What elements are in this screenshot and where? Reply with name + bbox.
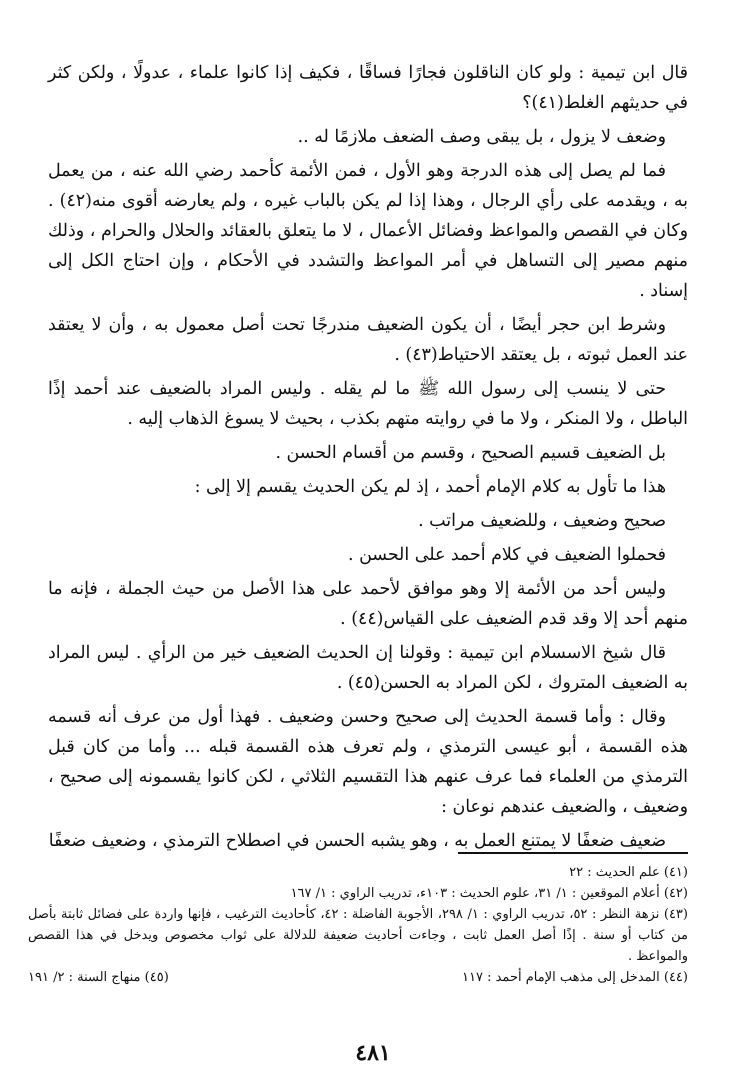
paragraph: وشرط ابن حجر أيضًا ، أن يكون الضعيف مندرجًا تحت أصل معمول به ، وأن لا يعتقد عند العمل ثبوته ، بل يعتقد الاحتياط(٤٣) . [48, 315, 688, 365]
footnote-45: (٤٥) منهاج السنة : ٢/ ١٩١ [28, 970, 169, 985]
footnote-divider [458, 852, 688, 854]
footnotes [28, 862, 688, 988]
paragraph: وقال : وأما قسمة الحديث إلى صحيح وحسن وضعيف . فهذا أول من عرف أنه قسمه هذه القسمة ، أبو عيسى الترمذي ، ولم تعرف هذه القسمة قبله ... وأما من كان قبل الترمذي من العلماء فما عرف عنهم هذا التقسيم الثلاثي ، لكن كانوا يقسمونه إلى صحيح ، وضعيف ، والضعيف عندهم نوعان : [48, 707, 688, 817]
footnote-42: (٤٢) أعلام الموقعين : ١/ ٣١، علوم الحديث : ١٠٣ء، تدريب الراوي : ١/ ١٦٧ [290, 886, 688, 901]
page-number: ٤٨١ [355, 1040, 391, 1066]
paragraph: ضعيف ضعفًا لا يمتنع العمل به ، وهو يشبه الحسن في اصطلاح الترمذي ، وضعيف ضعفًا [48, 831, 666, 851]
paragraph: وضعف لا يزول ، بل يبقى وصف الضعف ملازمًا له .. [297, 127, 666, 147]
paragraph: وليس أحد من الأئمة إلا وهو موافق لأحمد على هذا الأصل من حيث الجملة ، فإنه ما منهم أحد إلا وقد قدم الضعيف على القياس(٤٤) . [48, 579, 688, 629]
footnote-43: (٤٣) نزهة النظر : ٥٢، تدريب الراوي : ١/ ٢٩٨، الأجوبة الفاضلة : ٤٢، كأحاديث الترغيب ، فإنها واردة على فضائل ثابتة بأصل من كتاب أو سنة . إذًا أصل العمل ثابت ، وجاءت أحاديث ضعيفة للدلالة على ثواب مخصوص ويدخل في هذا القصص والمواعظ . [28, 907, 688, 964]
footnote-44: (٤٤) المدخل إلى مذهب الإمام أحمد : ١١٧ [462, 970, 688, 985]
footnote-41: (٤١) علم الحديث : ٢٢ [569, 865, 688, 880]
paragraph: بل الضعيف قسيم الصحيح ، وقسم من أقسام الحسن . [275, 443, 666, 463]
paragraph: فما لم يصل إلى هذه الدرجة وهو الأول ، فمن الأئمة كأحمد رضي الله عنه ، من يعمل به ، ويقدمه على رأي الرجال ، وهذا إذا لم يكن بالباب غيره ، ولم يعارضه أقوى منه(٤٢) . وكان في القصص والمواعظ وفضائل الأعمال ، لا ما يتعلق بالعقائد والحلال والحرام ، وذلك منهم مصير إلى التساهل في أمر المواعظ والتشدد في الأحكام ، وإن احتاج الكل إلى إسناد . [48, 161, 688, 301]
paragraph: فحملوا الضعيف في كلام أحمد على الحسن . [348, 545, 666, 565]
paragraph: حتى لا ينسب إلى رسول الله ﷺ ما لم يقله . وليس المراد بالضعيف عند أحمد إذًا الباطل ، ولا المنكر ، ولا ما في روايته متهم بكذب ، بحيث لا يسوغ الذهاب إليه . [48, 379, 688, 429]
footnote-row [28, 967, 688, 988]
paragraph: قال شيخ الاسسلام ابن تيمية : وقولنا إن الحديث الضعيف خير من الرأي . ليس المراد به الضعيف المتروك ، لكن المراد به الحسن(٤٥) . [48, 643, 688, 693]
paragraph: قال ابن تيمية : ولو كان الناقلون فجارًا فساقًا ، فكيف إذا كانوا علماء ، عدولًا ، ولكن كثر في حديثهم الغلط(٤١)؟ [48, 63, 688, 113]
main-text [48, 58, 688, 860]
paragraph: صحيح وضعيف ، وللضعيف مراتب . [418, 511, 666, 531]
paragraph: هذا ما تأول به كلام الإمام أحمد ، إذ لم يكن الحديث يقسم إلا إلى : [194, 477, 666, 497]
